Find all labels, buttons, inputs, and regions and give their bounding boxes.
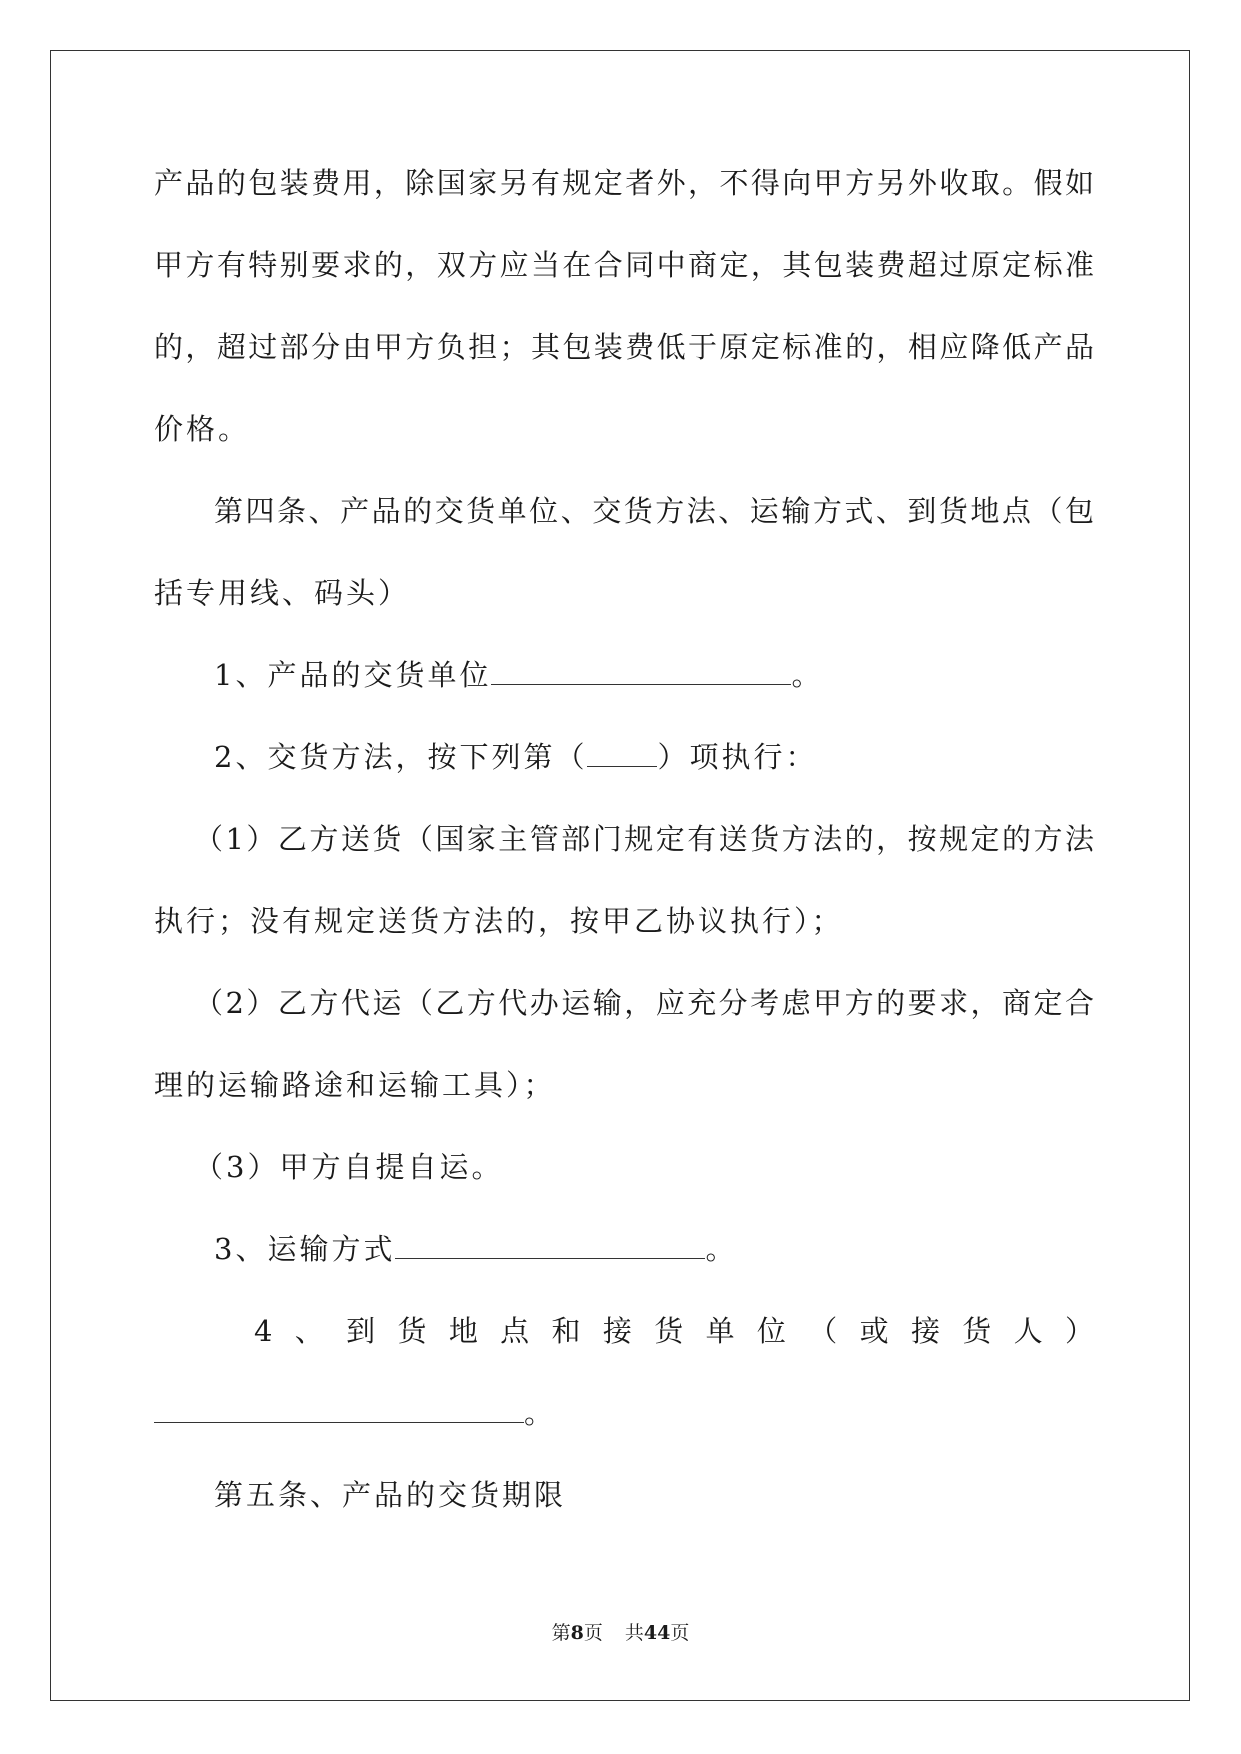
total-prefix: 共: [624, 1622, 644, 1644]
page-footer: [0, 1618, 1241, 1645]
item-4: 4、到货地点和接货单位（或接货人）: [254, 1314, 1094, 1348]
item-2: [154, 727, 1094, 809]
sub-item-3: （3）甲方自提自运。: [194, 1150, 504, 1184]
fill-in-blank[interactable]: [395, 1234, 705, 1259]
sub-item-1: （1）乙方送货（国家主管部门规定有送货方法的，按规定的方法: [194, 822, 1094, 856]
document-body: [154, 153, 1094, 1547]
item-3-end: 。: [705, 1232, 738, 1266]
paragraph-line: 价格。: [154, 412, 251, 446]
sub-item-1-cont: 执行；没有规定送货方法的，按甲乙协议执行）；: [154, 904, 844, 938]
total-suffix: 页: [670, 1622, 690, 1644]
item-1-end: 。: [791, 658, 824, 692]
article-4-heading-cont: 括专用线、码头）: [154, 576, 411, 610]
paragraph-line: 甲方有特别要求的，双方应当在合同中商定，其包装费超过原定标准: [154, 248, 1094, 282]
item-2-suffix: ）项执行：: [657, 740, 818, 774]
sub-item-2: （2）乙方代运（乙方代办运输，应充分考虑甲方的要求，商定合: [194, 986, 1094, 1020]
page-suffix: 页: [583, 1622, 603, 1644]
item-1-label: 1、产品的交货单位: [214, 658, 492, 692]
item-4-cont: [154, 1383, 1094, 1465]
paragraph-line: 的，超过部分由甲方负担；其包装费低于原定标准的，相应降低产品: [154, 330, 1094, 364]
article-4-heading: 第四条、产品的交货单位、交货方法、运输方式、到货地点（包: [214, 494, 1094, 528]
item-3: [154, 1219, 1094, 1301]
sub-item-2-cont: 理的运输路途和运输工具）；: [154, 1068, 556, 1102]
fill-in-blank[interactable]: [587, 742, 657, 767]
page-total: 44: [643, 1622, 671, 1644]
fill-in-blank[interactable]: [491, 660, 791, 685]
page-prefix: 第: [551, 1622, 571, 1644]
item-2-prefix: 2、交货方法，按下列第（: [214, 740, 588, 774]
article-5-heading: 第五条、产品的交货期限: [214, 1478, 567, 1512]
page-current: 8: [570, 1622, 584, 1644]
item-4-end: 。: [524, 1396, 557, 1430]
item-1: [154, 645, 1094, 727]
item-3-label: 3、运输方式: [214, 1232, 396, 1266]
paragraph-line: 产品的包装费用，除国家另有规定者外，不得向甲方另外收取。假如: [154, 166, 1094, 200]
fill-in-blank[interactable]: [154, 1398, 524, 1423]
